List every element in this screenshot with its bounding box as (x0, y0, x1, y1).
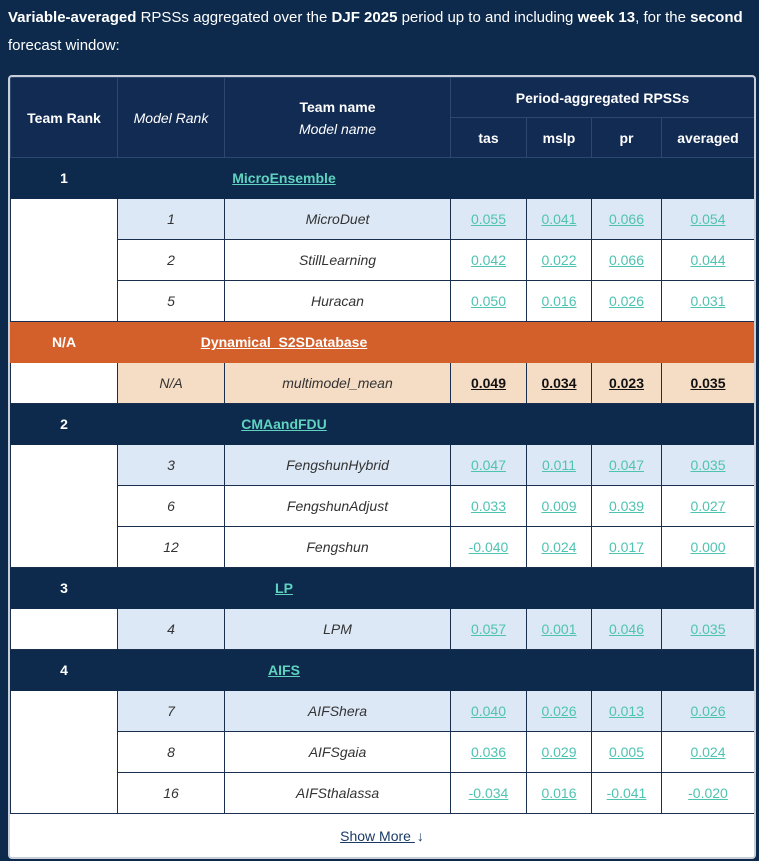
team-name-link[interactable]: Dynamical_S2SDatabase (200, 334, 368, 350)
score-link-averaged[interactable]: -0.020 (688, 785, 728, 801)
score-link-averaged[interactable]: 0.035 (690, 375, 726, 391)
score-link-tas[interactable]: 0.040 (470, 703, 507, 719)
score-link-averaged[interactable]: 0.000 (690, 539, 726, 555)
intro-text-part: RPSSs aggregated over the (136, 9, 332, 26)
model-name: AIFSthalassa (225, 773, 451, 814)
score-link-mslp[interactable]: 0.022 (541, 252, 577, 268)
team-row-spacer (451, 322, 755, 363)
model-name: Huracan (225, 281, 451, 322)
intro-text-part: , for the (635, 9, 691, 26)
model-rank: 5 (118, 281, 225, 322)
show-more-label: Show More (340, 828, 411, 844)
leaderboard-body (11, 158, 755, 814)
score-link-averaged[interactable]: 0.035 (690, 457, 726, 473)
score-link-tas[interactable]: 0.050 (470, 293, 507, 309)
model-name: AIFShera (225, 691, 451, 732)
score-link-mslp[interactable]: 0.011 (542, 457, 576, 473)
header-col-pr: pr (592, 118, 662, 158)
score-cell-mslp (527, 281, 592, 322)
score-link-pr[interactable]: 0.039 (608, 498, 645, 514)
score-link-averaged[interactable]: 0.026 (690, 703, 726, 719)
empty-rank-cell (11, 363, 118, 404)
team-rank: 2 (11, 404, 118, 445)
score-cell-tas (451, 691, 527, 732)
score-link-mslp[interactable]: 0.029 (541, 744, 577, 760)
model-rank: 2 (118, 240, 225, 281)
score-cell-pr (592, 773, 662, 814)
model-name: FengshunHybrid (225, 445, 451, 486)
score-cell-mslp (527, 445, 592, 486)
score-link-mslp[interactable]: 0.041 (541, 211, 577, 227)
score-link-pr[interactable]: 0.005 (608, 744, 645, 760)
model-row (11, 691, 755, 732)
score-cell-averaged (662, 486, 755, 527)
model-row (11, 281, 755, 322)
intro-bold-variable: Variable-averaged (8, 9, 137, 26)
team-row (11, 322, 755, 363)
score-cell-averaged (662, 281, 755, 322)
team-name-cell (118, 650, 451, 691)
intro-window: second (690, 9, 743, 26)
score-cell-averaged (662, 732, 755, 773)
model-row (11, 527, 755, 568)
score-cell-mslp (527, 363, 592, 404)
score-link-tas[interactable]: 0.047 (470, 457, 507, 473)
score-cell-tas (451, 732, 527, 773)
score-cell-tas (451, 527, 527, 568)
model-rank: N/A (118, 363, 225, 404)
arrow-down-icon: ↓ (416, 828, 424, 844)
score-link-averaged[interactable]: 0.024 (690, 744, 726, 760)
header-period-aggregated: Period-aggregated RPSSs (451, 78, 755, 118)
score-cell-pr (592, 445, 662, 486)
empty-rank-cell (11, 199, 118, 322)
score-link-tas[interactable]: -0.034 (468, 785, 509, 801)
model-rank: 8 (118, 732, 225, 773)
score-cell-averaged (662, 445, 755, 486)
model-row (11, 363, 755, 404)
score-link-tas[interactable]: 0.042 (470, 252, 507, 268)
team-rank: 4 (11, 650, 118, 691)
team-row (11, 650, 755, 691)
score-cell-mslp (527, 773, 592, 814)
score-cell-tas (451, 363, 527, 404)
score-link-pr[interactable]: -0.041 (606, 785, 647, 801)
score-link-averaged[interactable]: 0.035 (690, 621, 726, 637)
score-cell-mslp (527, 609, 592, 650)
model-row (11, 199, 755, 240)
model-rank: 4 (118, 609, 225, 650)
team-name-cell (118, 568, 451, 609)
model-rank: 6 (118, 486, 225, 527)
score-link-pr[interactable]: 0.013 (608, 703, 645, 719)
score-link-mslp[interactable]: 0.034 (541, 375, 577, 391)
team-row (11, 158, 755, 199)
model-row (11, 773, 755, 814)
score-cell-pr (592, 732, 662, 773)
score-cell-pr (592, 199, 662, 240)
score-link-tas[interactable]: 0.049 (470, 375, 507, 391)
score-cell-averaged (662, 363, 755, 404)
score-link-averaged[interactable]: 0.044 (690, 252, 726, 268)
score-link-averaged[interactable]: 0.031 (690, 293, 726, 309)
show-more-button[interactable] (340, 828, 424, 844)
team-name-cell (118, 404, 451, 445)
score-link-mslp[interactable]: 0.016 (541, 293, 577, 309)
team-name-cell (118, 322, 451, 363)
team-name-link[interactable]: AIFS (268, 662, 300, 678)
score-link-averaged[interactable]: 0.054 (690, 211, 726, 227)
score-cell-tas (451, 609, 527, 650)
model-rank: 1 (118, 199, 225, 240)
model-row (11, 486, 755, 527)
header-col-averaged: averaged (662, 118, 755, 158)
score-link-tas[interactable]: 0.055 (470, 211, 507, 227)
score-link-pr[interactable]: 0.023 (608, 375, 645, 391)
score-cell-tas (451, 240, 527, 281)
table-footer (10, 814, 754, 858)
team-rank: N/A (11, 322, 118, 363)
score-link-pr[interactable]: 0.066 (608, 211, 645, 227)
score-cell-mslp (527, 486, 592, 527)
score-cell-tas (451, 281, 527, 322)
score-cell-pr (592, 486, 662, 527)
model-row (11, 732, 755, 773)
team-row (11, 404, 755, 445)
header-col-tas: tas (451, 118, 527, 158)
score-link-tas[interactable]: 0.057 (470, 621, 507, 637)
score-cell-averaged (662, 527, 755, 568)
empty-rank-cell (11, 691, 118, 814)
score-cell-tas (451, 445, 527, 486)
team-name-cell (118, 158, 451, 199)
score-link-tas[interactable]: 0.033 (470, 498, 507, 514)
team-row-spacer (451, 404, 755, 445)
model-name: MicroDuet (225, 199, 451, 240)
score-link-mslp[interactable]: 0.024 (541, 539, 577, 555)
model-rank: 12 (118, 527, 225, 568)
header-model-name: Model name (298, 120, 377, 137)
model-name: FengshunAdjust (225, 486, 451, 527)
team-row-spacer (451, 158, 755, 199)
team-rank: 1 (11, 158, 118, 199)
score-cell-mslp (527, 732, 592, 773)
score-link-mslp[interactable]: 0.009 (541, 498, 577, 514)
score-cell-averaged (662, 691, 755, 732)
score-cell-averaged (662, 240, 755, 281)
team-name-link[interactable]: CMAandFDU (241, 416, 327, 432)
model-name: AIFSgaia (225, 732, 451, 773)
score-link-pr[interactable]: 0.026 (608, 293, 645, 309)
intro-text (8, 4, 753, 60)
header-model-rank: Model Rank (118, 78, 225, 158)
score-link-pr[interactable]: 0.066 (608, 252, 645, 268)
intro-text-part: period up to and including (397, 9, 578, 26)
model-rank: 7 (118, 691, 225, 732)
model-name: StillLearning (225, 240, 451, 281)
intro-period: DJF 2025 (331, 9, 398, 26)
score-link-tas[interactable]: 0.036 (470, 744, 507, 760)
score-cell-tas (451, 773, 527, 814)
model-name: LPM (225, 609, 451, 650)
model-name: Fengshun (225, 527, 451, 568)
team-name-link[interactable]: MicroEnsemble (232, 170, 336, 186)
score-cell-pr (592, 363, 662, 404)
header-team-model-name (225, 78, 451, 158)
header-team-rank: Team Rank (11, 78, 118, 158)
model-row (11, 240, 755, 281)
score-cell-mslp (527, 691, 592, 732)
intro-text-part: forecast window: (8, 37, 120, 54)
team-row-spacer (451, 568, 755, 609)
score-link-averaged[interactable]: 0.027 (690, 498, 726, 514)
score-cell-averaged (662, 609, 755, 650)
score-cell-mslp (527, 199, 592, 240)
empty-rank-cell (11, 609, 118, 650)
score-link-pr[interactable]: 0.017 (608, 539, 645, 555)
score-cell-pr (592, 691, 662, 732)
score-cell-tas (451, 199, 527, 240)
team-name-link[interactable]: LP (275, 580, 293, 596)
score-link-mslp[interactable]: 0.016 (541, 785, 577, 801)
score-cell-averaged (662, 773, 755, 814)
model-rank: 16 (118, 773, 225, 814)
model-row (11, 445, 755, 486)
intro-week: week 13 (577, 9, 636, 26)
score-cell-pr (592, 281, 662, 322)
empty-rank-cell (11, 445, 118, 568)
score-link-pr[interactable]: 0.047 (608, 457, 645, 473)
team-rank: 3 (11, 568, 118, 609)
header-team-name: Team name (299, 98, 376, 115)
model-rank: 3 (118, 445, 225, 486)
leaderboard-table-container (8, 75, 756, 859)
score-cell-pr (592, 240, 662, 281)
score-cell-tas (451, 486, 527, 527)
leaderboard-table (10, 77, 755, 814)
score-cell-mslp (527, 527, 592, 568)
team-row-spacer (451, 650, 755, 691)
score-cell-mslp (527, 240, 592, 281)
header-col-mslp: mslp (527, 118, 592, 158)
score-link-mslp[interactable]: 0.026 (541, 703, 577, 719)
score-link-mslp[interactable]: 0.001 (541, 621, 577, 637)
score-cell-pr (592, 609, 662, 650)
score-link-tas[interactable]: -0.040 (468, 539, 509, 555)
team-row (11, 568, 755, 609)
score-link-pr[interactable]: 0.046 (608, 621, 645, 637)
score-cell-averaged (662, 199, 755, 240)
model-name: multimodel_mean (225, 363, 451, 404)
model-row (11, 609, 755, 650)
score-cell-pr (592, 527, 662, 568)
